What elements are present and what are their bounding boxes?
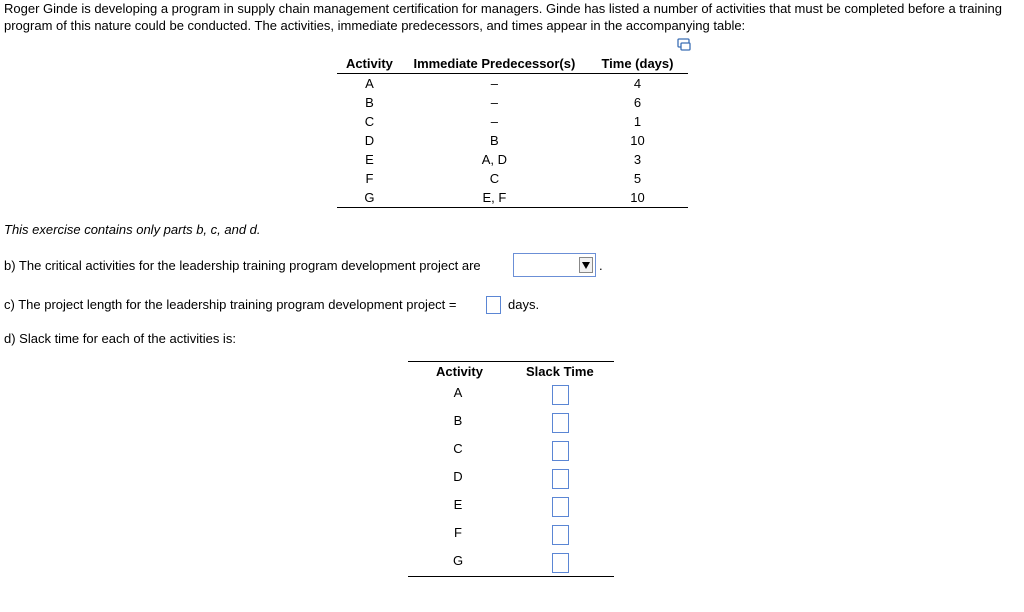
table-row bbox=[337, 150, 688, 169]
predecessor-cell: E, F bbox=[402, 188, 587, 208]
activity-cell: G bbox=[337, 188, 402, 208]
slack-activity-label: B bbox=[453, 413, 463, 428]
slack-input-f[interactable] bbox=[552, 525, 569, 545]
part-d-question: d) Slack time for each of the activities is: bbox=[4, 331, 236, 346]
predecessor-cell: – bbox=[490, 114, 498, 129]
predecessor-cell: – bbox=[490, 76, 498, 91]
table-row bbox=[337, 112, 688, 131]
slack-activity-label: E bbox=[453, 497, 463, 512]
predecessor-cell: – bbox=[490, 95, 498, 110]
slack-input-e[interactable] bbox=[552, 497, 569, 517]
table-row bbox=[337, 131, 688, 150]
time-cell: 6 bbox=[633, 95, 642, 110]
slack-input-b[interactable] bbox=[552, 413, 569, 433]
slack-input-a[interactable] bbox=[552, 385, 569, 405]
exercise-note: This exercise contains only parts b, c, and d. bbox=[4, 222, 261, 237]
project-length-input[interactable] bbox=[486, 296, 501, 314]
time-cell: 3 bbox=[633, 152, 642, 167]
activity-cell: E bbox=[365, 152, 374, 167]
slack-activity-label: F bbox=[454, 525, 462, 540]
activities-table bbox=[337, 53, 688, 208]
time-cell: 5 bbox=[633, 171, 642, 186]
activity-cell: B bbox=[365, 95, 374, 110]
slack-activity-label: D bbox=[453, 469, 463, 484]
table-row bbox=[337, 188, 688, 208]
part-c-question: c) The project length for the leadership training program development project = bbox=[4, 297, 457, 312]
copy-icon[interactable] bbox=[676, 38, 692, 52]
activity-cell: F bbox=[365, 171, 374, 186]
table-row bbox=[337, 74, 688, 94]
part-c-unit: days. bbox=[508, 297, 540, 312]
slack-activity-label: G bbox=[452, 553, 464, 568]
table-row bbox=[337, 169, 688, 188]
slack-activity-label: A bbox=[453, 385, 463, 400]
problem-intro: Roger Ginde is developing a program in supply chain management certification for managers. Ginde has listed a number of activities that must be completed before a training program of this nature could be conducted. The activities, immediate predecessors, and times appear in the accompanying table: bbox=[4, 1, 1002, 33]
time-cell: 4 bbox=[633, 76, 642, 91]
header-predecessors: Immediate Predecessor(s) bbox=[402, 53, 587, 74]
slack-input-c[interactable] bbox=[552, 441, 569, 461]
time-cell: 10 bbox=[587, 188, 688, 208]
activity-cell: C bbox=[364, 114, 375, 129]
part-b-question: b) The critical activities for the leadership training program development project are bbox=[4, 258, 481, 273]
dropdown-arrow-icon[interactable] bbox=[579, 257, 593, 273]
header-time: Time (days) bbox=[587, 53, 688, 74]
critical-activities-dropdown[interactable] bbox=[513, 253, 596, 277]
time-cell: 1 bbox=[633, 114, 642, 129]
predecessor-cell: B bbox=[490, 133, 499, 148]
slack-input-g[interactable] bbox=[552, 553, 569, 573]
table-bottom-rule bbox=[408, 576, 614, 577]
header-activity: Activity bbox=[436, 364, 483, 379]
table-top-rule bbox=[408, 361, 614, 362]
predecessor-cell: C bbox=[489, 171, 500, 186]
slack-input-d[interactable] bbox=[552, 469, 569, 489]
time-cell: 10 bbox=[630, 133, 645, 148]
part-b-period: . bbox=[599, 258, 603, 273]
header-activity: Activity bbox=[337, 53, 402, 74]
activity-cell: A bbox=[365, 76, 374, 91]
table-row bbox=[337, 93, 688, 112]
predecessor-cell: A, D bbox=[481, 152, 508, 167]
activity-cell: D bbox=[364, 133, 375, 148]
header-slack-time: Slack Time bbox=[526, 364, 594, 379]
slack-activity-label: C bbox=[453, 441, 463, 456]
